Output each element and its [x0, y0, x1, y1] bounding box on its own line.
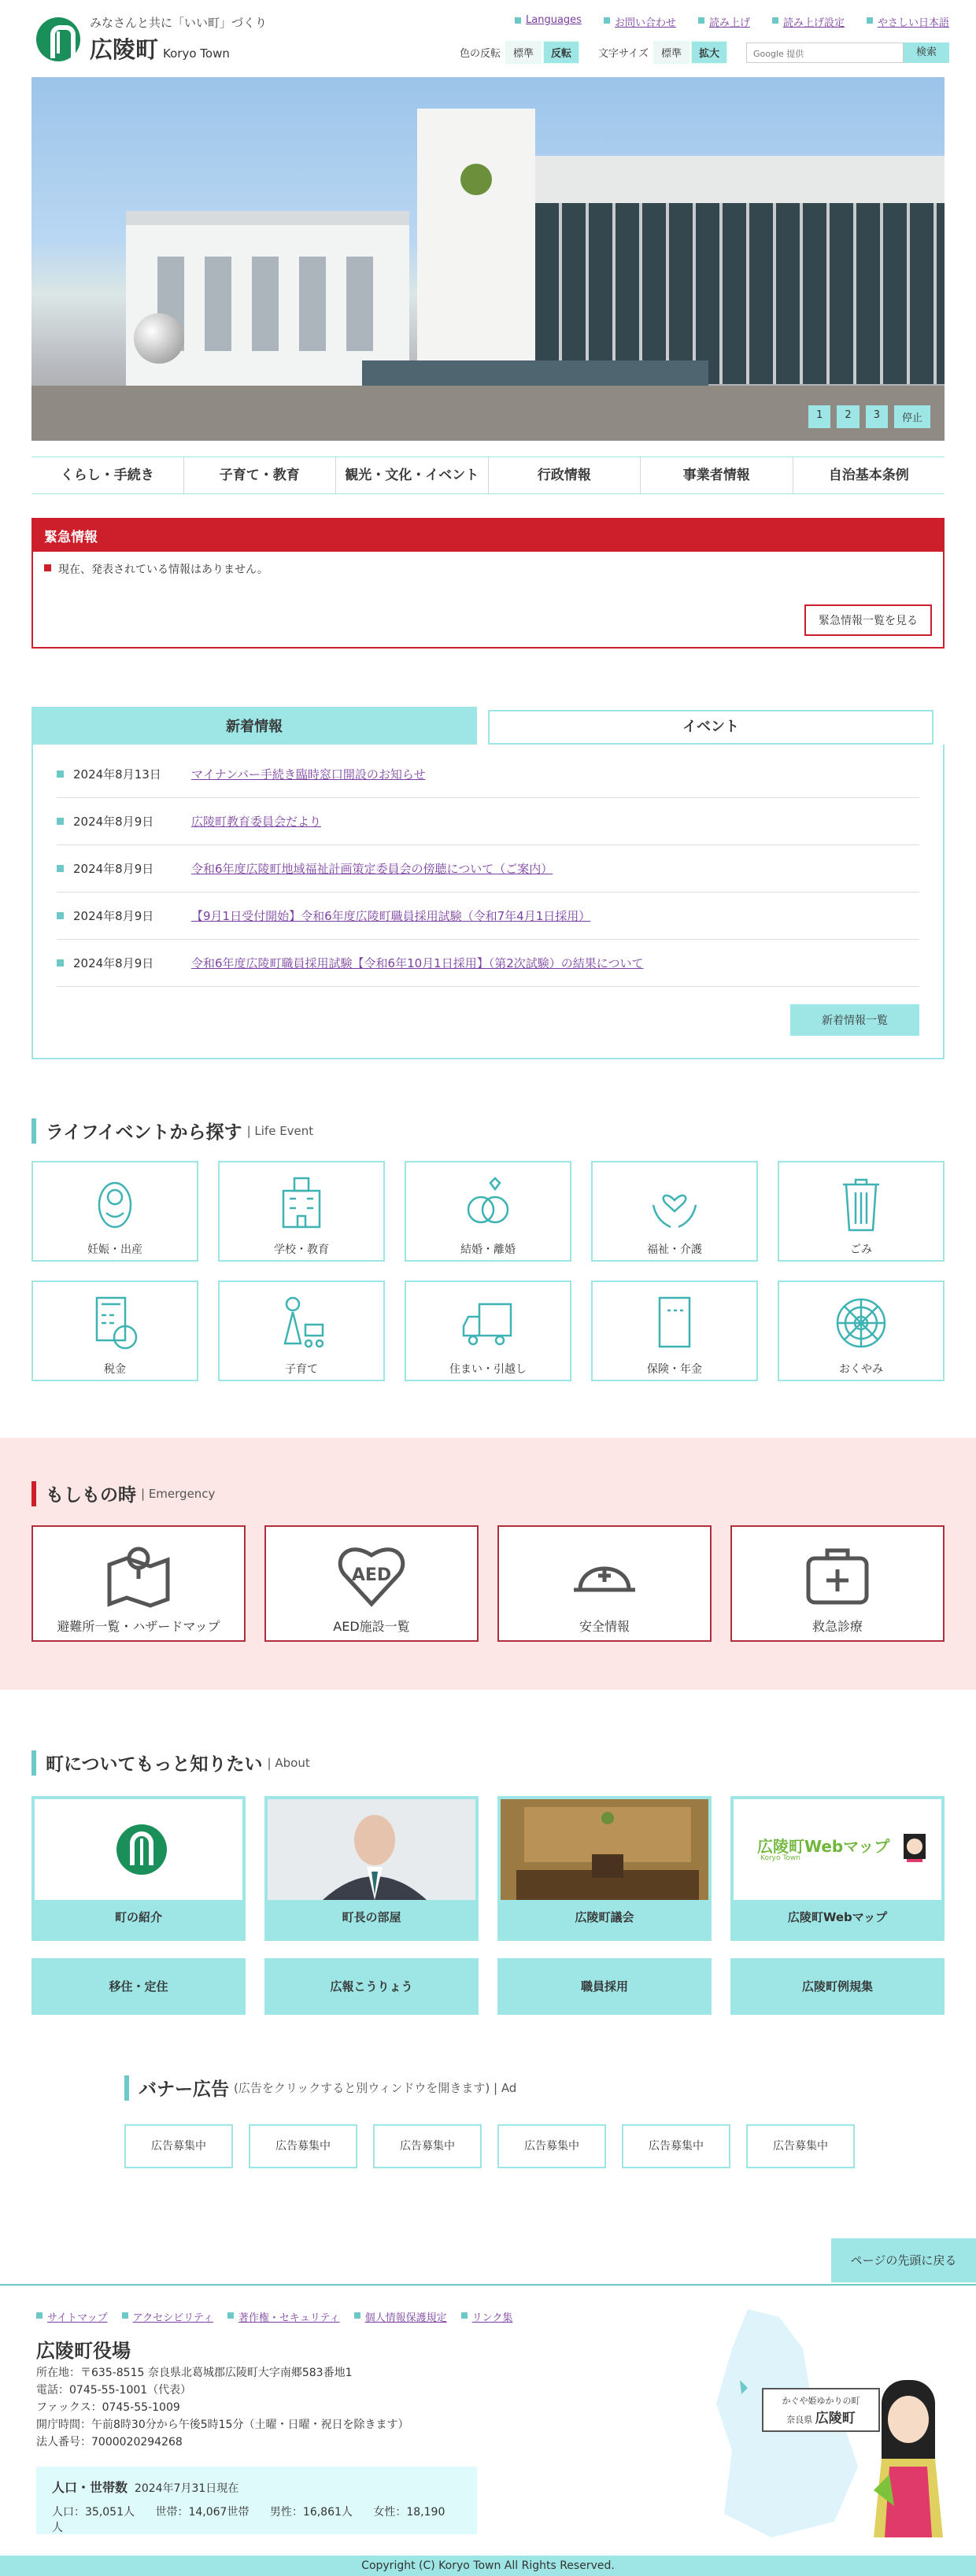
female-count: 女性：18,190人 [52, 2506, 445, 2534]
princess-mascot-icon [899, 1831, 930, 1862]
contact-link[interactable]: お問い合わせ [604, 14, 676, 29]
banner-ad-slot[interactable]: 広告募集中 [622, 2124, 730, 2168]
utility-links [515, 14, 949, 29]
site-search [746, 43, 949, 63]
life-event-garbage[interactable]: ごみ [778, 1161, 945, 1262]
news-link[interactable]: マイナンバー手続き臨時窓口開設のお知らせ [191, 767, 426, 782]
footer-links [36, 2309, 512, 2324]
first-aid-kit-icon [802, 1538, 873, 1609]
font-size-label: 文字サイズ [598, 48, 649, 60]
life-event-tax[interactable]: 税金 [31, 1281, 198, 1381]
nav-living[interactable]: くらし・手続き [60, 468, 154, 483]
about-section [31, 1750, 945, 2015]
aed-heart-icon [336, 1538, 407, 1609]
life-event-marriage[interactable]: 結婚・離婚 [405, 1161, 571, 1262]
privacy-link[interactable]: 個人情報保護規定 [354, 2309, 447, 2324]
town-hall-glass-facade [535, 203, 945, 384]
emergency-info-box [31, 518, 945, 649]
news-link[interactable]: 令和6年度広陵町職員採用試験【令和6年10月1日採用】（第2次試験）の結果について [191, 956, 644, 970]
banner-ads-section [31, 2075, 945, 2168]
life-event-pregnancy[interactable]: 妊娠・出産 [31, 1161, 198, 1262]
mascot-speech-balloon: かぐや姫ゆかりの町 奈良県 広陵町 [762, 2388, 880, 2432]
office-name: 広陵町役場 [36, 2340, 131, 2362]
council-chamber-photo [501, 1799, 708, 1900]
news-date: 2024年8月9日 [73, 862, 154, 876]
site-footer [0, 2284, 976, 2576]
chrysanthemum-icon [835, 1293, 887, 1353]
map-pin-icon [103, 1538, 174, 1609]
section-heading-about: 町についてもっと知りたい | About [31, 1750, 945, 1776]
mayor-photo [268, 1799, 475, 1900]
banner-ad-slot[interactable]: 広告募集中 [249, 2124, 357, 2168]
slide-1-button[interactable]: 1 [808, 405, 830, 428]
languages-link[interactable]: Languages [515, 14, 582, 29]
banner-ad-slot[interactable]: 広告募集中 [746, 2124, 855, 2168]
life-event-school[interactable]: 学校・教育 [218, 1161, 385, 1262]
town-emblem-icon [36, 17, 80, 61]
news-item [57, 751, 919, 798]
school-icon [275, 1173, 327, 1233]
pension-book-icon [649, 1293, 701, 1353]
section-sub: | Life Event [246, 1123, 314, 1138]
population-title: 人口・世帯数 [52, 2480, 128, 2495]
section-heading-emergency: もしもの時 | Emergency [31, 1480, 945, 1506]
emergency-info-title: 緊急情報 [33, 519, 943, 552]
news-list-button[interactable]: 新着情報一覧 [790, 1004, 919, 1036]
baby-icon [89, 1173, 141, 1233]
life-event-condolence[interactable]: おくやみ [778, 1281, 945, 1381]
population-box [36, 2467, 477, 2534]
banner-ad-slot[interactable]: 広告募集中 [497, 2124, 606, 2168]
town-hall-tower [417, 109, 535, 384]
evacuation-hazard-map-card[interactable]: 避難所一覧・ハザードマップ [31, 1525, 246, 1642]
site-name: 広陵町 Koryo Town [90, 36, 230, 63]
kaguya-hime-mascot-icon [874, 2372, 943, 2553]
life-event-welfare[interactable]: 福祉・介護 [591, 1161, 758, 1262]
section-sub: | Emergency [141, 1486, 216, 1501]
copyright: Copyright (C) Koryo Town All Rights Reserved. [0, 2556, 976, 2576]
site-name-en: Koryo Town [163, 46, 230, 61]
font-large-button[interactable]: 拡大 [691, 41, 727, 64]
sitemap-link[interactable]: サイトマップ [36, 2309, 108, 2324]
news-date: 2024年8月13日 [73, 767, 161, 782]
webmap-logo: 広陵町Webマップ [757, 1837, 890, 1856]
emergency-info-list-button[interactable]: 緊急情報一覧を見る [804, 604, 932, 636]
life-event-section [31, 1118, 945, 1381]
emergency-info-message: 現在、発表されている情報はありません。 [44, 561, 932, 577]
population-date: 2024年7月31日現在 [134, 2482, 239, 2495]
news-item [57, 940, 919, 987]
slideshow-controls [808, 405, 930, 428]
news-item [57, 798, 919, 845]
news-link[interactable]: 令和6年度広陵町地域福祉計画策定委員会の傍聴について（ご案内） [191, 862, 553, 876]
color-standard-button[interactable]: 標準 [505, 41, 542, 64]
news-link[interactable]: 【9月1日受付開始】令和6年度広陵町職員採用試験（令和7年4月1日採用） [191, 909, 591, 923]
mayor-room-card[interactable]: 町長の部屋 [264, 1796, 479, 1941]
search-button[interactable]: 検索 [904, 43, 949, 63]
life-event-insurance[interactable]: 保険・年金 [591, 1281, 758, 1381]
nav-autonomy-ordinance[interactable]: 自治基本条例 [793, 457, 945, 493]
rings-icon [462, 1173, 514, 1233]
copyright-security-link[interactable]: 著作権・セキュリティ [227, 2309, 340, 2324]
search-input[interactable]: Google 提供 [746, 43, 904, 63]
news-date: 2024年8月9日 [73, 909, 154, 923]
life-event-childcare[interactable]: 子育て [218, 1281, 385, 1381]
news-date: 2024年8月9日 [73, 956, 154, 970]
office-fax: ファックス：0745-55-1009 [36, 2401, 180, 2414]
nav-childcare[interactable]: 子育て・教育 [183, 457, 336, 493]
ordinances-button[interactable]: 広陵町例規集 [730, 1958, 945, 2015]
helmet-icon [569, 1538, 640, 1609]
office-address: 所在地：〒635-8515 奈良県北葛城郡広陵町大字南郷583番地1 [36, 2367, 353, 2379]
banner-ad-slot[interactable]: 広告募集中 [124, 2124, 233, 2168]
news-item [57, 893, 919, 940]
read-aloud-settings-link[interactable]: 読み上げ設定 [772, 14, 845, 29]
nav-administration[interactable]: 行政情報 [488, 457, 641, 493]
back-to-top-button[interactable]: ページの先頭に戻る [831, 2238, 976, 2282]
links-page-link[interactable]: リンク集 [461, 2309, 513, 2324]
easy-japanese-link[interactable]: やさしい日本語 [867, 14, 949, 29]
global-nav [31, 456, 945, 494]
tab-news[interactable]: 新着情報 [31, 707, 477, 745]
households-count: 世帯：14,067世帯 [155, 2506, 250, 2519]
emergency-clinic-card[interactable]: 救急診療 [730, 1525, 945, 1642]
section-sub: | About [267, 1755, 310, 1770]
calculator-icon [89, 1293, 141, 1353]
trash-can-icon [835, 1173, 887, 1233]
aed-facility-card[interactable]: AED AED施設一覧 [264, 1525, 479, 1642]
heart-hands-icon [649, 1173, 701, 1233]
sphere-monument [134, 313, 184, 364]
town-council-card[interactable]: 広陵町議会 [497, 1796, 712, 1941]
font-standard-button[interactable]: 標準 [653, 41, 689, 64]
site-logo[interactable] [36, 14, 267, 65]
male-count: 男性：16,861人 [269, 2506, 353, 2519]
town-emblem-icon [35, 1799, 242, 1900]
section-sub: (広告をクリックすると別ウィンドウを開きます) | Ad [234, 2081, 517, 2095]
color-invert-label: 色の反転 [459, 48, 501, 60]
accessibility-link[interactable]: アクセシビリティ [122, 2309, 213, 2324]
read-aloud-link[interactable]: 読み上げ [698, 14, 750, 29]
hero-slideshow [31, 77, 945, 441]
slideshow-stop-button[interactable]: 停止 [894, 405, 930, 428]
site-header [0, 0, 976, 77]
section-heading-ads: バナー広告 (広告をクリックすると別ウィンドウを開きます) | Ad [124, 2075, 945, 2101]
office-info [36, 2342, 409, 2451]
moving-truck-icon [462, 1293, 514, 1353]
parent-stroller-icon [275, 1293, 327, 1353]
tab-events[interactable]: イベント [488, 710, 933, 745]
svg-text:AED: AED [351, 1565, 392, 1585]
slide-2-button[interactable]: 2 [837, 405, 859, 428]
emergency-links-section [0, 1438, 976, 1690]
plaza-ground [31, 386, 945, 441]
site-catchphrase: みなさんと共に「いい町」づくり [90, 16, 268, 30]
office-phone: 電話：0745-55-1001（代表） [36, 2384, 192, 2397]
news-date: 2024年8月9日 [73, 815, 154, 829]
corporate-number: 法人番号：7000020294268 [36, 2436, 183, 2448]
news-section [31, 707, 945, 1059]
color-invert-button[interactable]: 反転 [543, 41, 579, 64]
safety-info-card[interactable]: 安全情報 [497, 1525, 712, 1642]
public-relations-button[interactable]: 広報こうりょう [264, 1958, 479, 2015]
accessibility-tools [460, 41, 949, 64]
nav-tourism[interactable]: 観光・文化・イベント [335, 457, 488, 493]
life-event-moving[interactable]: 住まい・引越し [405, 1281, 571, 1381]
webmap-logo-sub: Koryo Town [760, 1854, 800, 1862]
relocation-button[interactable]: 移住・定住 [31, 1958, 246, 2015]
town-intro-card[interactable]: 町の紹介 [31, 1796, 246, 1941]
news-link[interactable]: 広陵町教育委員会だより [191, 815, 322, 829]
slide-3-button[interactable]: 3 [866, 405, 888, 428]
banner-ad-slot[interactable]: 広告募集中 [373, 2124, 482, 2168]
news-item [57, 845, 919, 893]
staff-recruitment-button[interactable]: 職員採用 [497, 1958, 712, 2015]
population-total: 人口：35,051人 [52, 2506, 135, 2519]
nav-business[interactable]: 事業者情報 [640, 457, 793, 493]
office-hours: 開庁時間：午前8時30分から午後5時15分（土曜・日曜・祝日を除きます） [36, 2419, 409, 2431]
webmap-card[interactable]: 広陵町Webマップ Koryo Town 広陵町Webマップ [730, 1796, 945, 1941]
section-heading-life-event: ライフイベントから探す | Life Event [31, 1118, 945, 1144]
